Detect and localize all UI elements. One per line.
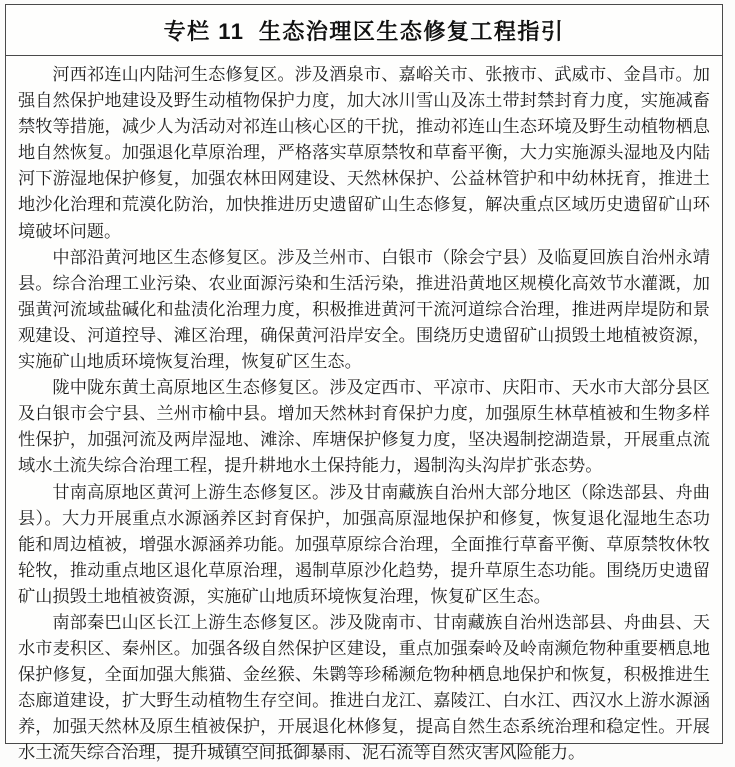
paragraph-body: 涉及甘南藏族自治州大部分地区（除迭部县、舟曲县）。大力开展重点水源涵养区封育保护，加强高原湿地保护和修复，恢复退化湿地生态功能和周边植被，增强水源涵养功能。加强草原综合治理，全面推行草畜平衡、草原禁牧休牧轮牧，推动重点地区退化草原治理，遏制草原沙化趋势，提升草原生态功能。围绕历史遗留矿山损毁土地植被资源，实施矿山地质环境恢复治理，恢复矿区生态。 xyxy=(18,482,710,606)
paragraph-lead: 甘南高原地区黄河上游生态修复区。 xyxy=(52,482,330,502)
box-title xyxy=(164,15,565,46)
paragraph-body: 涉及兰州市、白银市（除会宁县）及临夏回族自治州永靖县。综合治理工业污染、农业面源污染和生活污染，推进沿黄地区规模化高效节水灌溉，加强黄河流域盐碱化和盐渍化治理力度，积极推进黄河干流河道综合治理，推进两岸堤防和景观建设、河道控导、滩区治理，确保黄河沿岸安全。围绕历史遗留矿山损毁土地植被资源，实施矿山地质环境恢复治理，恢复矿区生态。 xyxy=(18,247,710,372)
paragraph-body: 涉及陇南市、甘南藏族自治州迭部县、舟曲县、天水市麦积区、秦州区。加强各级自然保护区建设，重点加强秦岭及岭南濒危物种重要栖息地保护修复，全面加强大熊猫、金丝猴、朱鹮等珍稀濒危物种栖息地保护和恢复，积极推进生态廊道建设，扩大野生动植物生存空间。推进白龙江、嘉陵江、白水江、西汉水上游水源涵养，加强天然林及原生植被保护，开展退化林修复，提高自然生态系统治理和稳定性。开展水土流失综合治理，提升城镇空间抵御暴雨、泥石流等自然灾害风险能力。 xyxy=(18,612,710,763)
paragraph-nanbu-qinba xyxy=(18,610,710,767)
box-content xyxy=(6,56,722,767)
paragraph-zhongbu-huanghe xyxy=(18,245,710,375)
paragraph-body: 涉及酒泉市、嘉峪关市、张掖市、武威市、金昌市。加强自然保护地建设及野生动植物保护力度，加大冰川雪山及冻土带封禁封育力度，实施减畜禁牧等措施，减少人为活动对祁连山核心区的干扰，推动祁连山生态环境及野生动植物栖息地自然恢复。加强退化草原治理，严格落实草原禁牧和草畜平衡，大力实施源头湿地及内陆河下游湿地保护修复，加强农林田网建设、天然林保护、公益林管护和中幼林抚育，推进土地沙化治理和荒漠化防治，加快推进历史遗留矿山生态修复，解决重点区域历史遗留矿山环境破坏问题。 xyxy=(18,65,710,241)
paragraph-lead: 陇中陇东黄土高原地区生态修复区。 xyxy=(52,378,330,398)
paragraph-lead: 河西祁连山内陆河生态修复区。 xyxy=(52,65,295,84)
paragraph-lead: 南部秦巴山区长江上游生态修复区。 xyxy=(52,612,330,632)
box-title-bar xyxy=(6,5,722,56)
paragraph-hexi-qilianshan xyxy=(18,62,710,245)
paragraph-body: 涉及定西市、平凉市、庆阳市、天水市大部分县区及白银市会宁县、兰州市榆中县。增加天然林封育保护力度，加强原生林草植被和生物多样性保护，加强河流及两岸湿地、滩涂、库塘保护修复力度，坚决遏制挖湖造景，开展重点流域水土流失综合治理工程，提升耕地水土保持能力，遏制沟头沟岸扩张态势。 xyxy=(18,378,710,476)
callout-box xyxy=(5,4,723,763)
box-title-text: 生态治理区生态修复工程指引 xyxy=(258,18,565,44)
box-title-label: 专栏 11 xyxy=(163,18,245,44)
paragraph-longzhong-longdong xyxy=(18,375,710,479)
paragraph-gannan-gaoyuan xyxy=(18,480,710,610)
paragraph-lead: 中部沿黄河地区生态修复区。 xyxy=(52,247,278,267)
